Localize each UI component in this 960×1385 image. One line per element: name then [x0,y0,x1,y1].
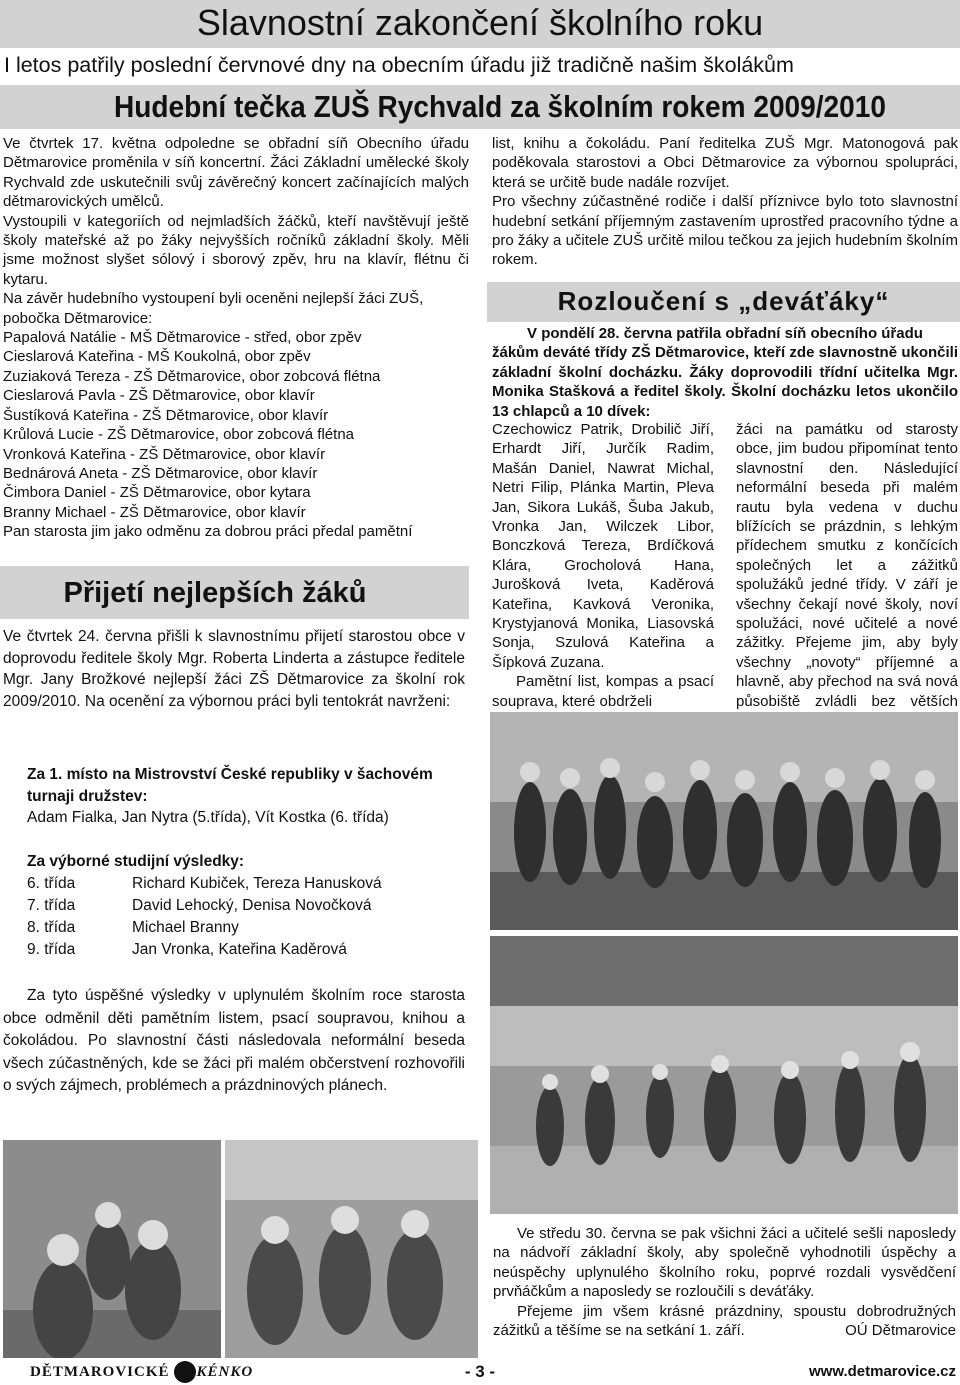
ninth-intro-bold: žákům deváté třídy ZŠ Dětmarovice, kteří zde slavnostně ukončili základní školní docházku. Žáky doprovodili třídní učitelka Mgr. Monika Stašková a ředitel školy. Školní docházku letos ukončilo 13 chlapců a 10 dívek: [492,344,958,420]
zus-paragraph-2: Vystoupili v kategoriích od nejmladších žáčků, kteří navštěvují ještě školy mateřské až po žáky nejvyšších ročníků základní školy. Měli jsme možnost slyšet sólový i sborový zpěv, hru na klavír, flétnu či kytaru. [3,212,469,288]
ninth-gifts-cont: žáci na památku od starosty obce, jim budou připomínat tento slavnostní den. Následující neformální beseda při malém rautu byla vedena v duchu blížících se prázdnin, s lehkým přídechem smutku z končících společných let a zážitků spolužáků jedné třídy. V září je všechny čekají nové školy, noví spolužáci, nové učitelé a nové zážitky. Přejeme jim, aby byly všechny „novoty“ příjemné a hlavně, aby přechod na svá nová působiště zvládli bez větších [736,421,958,710]
results-grade: 7. třída [27,897,76,914]
winner-item: Papalová Natálie - MŠ Dětmarovice - střed, obor zpěv [3,329,362,347]
best-paragraph-1: Ve čtvrtek 24. června přišli k slavnostnímu přijetí starostou obce v doprovodu ředitele školy Mgr. Roberta Linderta a zástupce ředitele Mgr. Jany Brožkové nejlepší žáci ZŠ Dětmarovice za školní rok 2009/2010. Na ocenění za výbornou práci byli tentokrát navrženi: [3,628,465,710]
zus-awards-intro: Na závěr hudebního vystoupení byli oceněni nejlepší žáci ZUŠ, pobočka Dětmarovice: [3,290,424,327]
section-title-best: Přijetí nejlepších žáků [63,577,367,609]
winner-item: Zuziaková Tereza - ZŠ Dětmarovice, obor zobcová flétna [3,367,381,385]
results-row [27,917,467,939]
photo-ceremony [225,1140,478,1358]
winner-item: Bednárová Aneta - ZŠ Dětmarovice, obor klavír [3,464,318,482]
footer-logo-text: DĚTMAROVICKÉ [30,1363,170,1380]
zus-continuation-text: list, knihu a čokoládu. Paní ředitelka ZUŠ Mgr. Matonogová pak poděkovala starostovi a Obci Dětmarovice za výbornou spolupráci, která se určitě bude nadále rozvíjet. [492,135,958,191]
ninth-besede-col [736,420,958,731]
winner-item: Čimbora Daniel - ZŠ Dětmarovice, obor kytara [3,484,311,502]
zus-paragraph-1: Ve čtvrtek 17. května odpoledne se obřadní síň Obecního úřadu Dětmarovice proměnila v síň koncertní. Žáci Základní umělecké školy Rychvald zde uskutečnili svůj závěrečný koncert začínajících malých dětmarovických umělců. [3,135,469,211]
chess-title: Za 1. místo na Mistrovství České republiky v šachovém turnaji družstev: [27,766,433,805]
results-grade: 8. třída [27,919,76,936]
results-names: David Lehocký, Denisa Novočková [132,897,372,914]
section-title-zus: Hudební tečka ZUŠ Rychvald za školním rokem 2009/2010 [114,90,886,124]
results-names: Richard Kubiček, Tereza Hanusková [132,875,382,892]
section-title-ninth: Rozloučení s „deváťáky“ [557,286,890,316]
winner-item: Vronková Kateřina - ZŠ Dětmarovice, obor klavír [3,445,326,463]
best-results [27,851,467,961]
footer-logo [30,1360,253,1384]
results-row [27,873,467,895]
results-row [27,895,467,917]
zus-winners-list [3,328,469,522]
ninth-intro-plain: V pondělí 28. června patřila obřadní síň obecního úřadu [527,325,923,342]
ninth-gifts: Pamětní list, kompas a psací souprava, které obdrželi [492,673,714,710]
photo-graduates-group [490,712,958,930]
photo-schoolyard [490,936,958,1214]
ninth-names: Czechowicz Patrik, Drobilič Jiří, Erhardt Jiří, Jurčík Radim, Mašán Daniel, Nawrat Michal, Netri Filip, Plánka Martin, Pleva Jan, Sikora Lukáš, Šuba Jakub, Vronka Jan, Wilczek Libor, Bonczková Tereza, Brdíčková Klára, Grocholová Hana, Jurošková Iveta, Kaděrová Kateřina, Kavková Veronika, Krystyjanová Monika, Liasovská Sonja, Szulová Kateřina a Šípková Zuzana. [492,421,714,671]
page-title: Slavnostní zakončení školního roku [196,2,764,43]
logo-o-icon [174,1361,196,1383]
ninth-names-col [492,420,714,711]
best-chess [27,764,467,829]
best-intro [3,626,465,712]
wishes-paragraph [493,1302,956,1341]
zus-closing: Pan starosta jim jako odměnu za dobrou práci předal pamětní [3,523,413,541]
results-names: Michael Branny [132,919,239,936]
signature: OÚ Dětmarovice [845,1322,956,1340]
footer-url: www.detmarovice.cz [809,1363,956,1380]
results-grade: 9. třída [27,941,76,958]
zus-paragraph-3: Pro všechny zúčastněné rodiče i další příznivce bylo toto slavnostní hudební setkání příjemným zastavením uprostřed pracovního týdne a pro žáky a učitele ZUŠ určitě milou tečkou za jejich hudebním školním rokem. [492,193,958,269]
photo-best-students [3,1140,221,1358]
results-title: Za výborné studijní výsledky: [27,853,245,870]
zus-column [3,134,469,542]
last-day-block [493,1224,956,1340]
page-number: - 3 - [464,1362,496,1381]
winner-item: Branny Michael - ZŠ Dětmarovice, obor klavír [3,503,306,521]
ninth-intro [492,324,958,421]
winner-item: Cieslarová Pavla - ZŠ Dětmarovice, obor klavír [3,387,315,405]
footer-logo-text-2: KÉNKO [196,1363,254,1380]
last-day-paragraph: Ve středu 30. června se pak všichni žáci a učitelé sešli naposledy na nádvoří základní školy, aby společně vyhodnotili úspěchy a neúspěchy uplynulého školního roku, poprvé rozdali vysvědčení prvňáčkům a naposledy se rozloučili s deváťáky. [493,1225,956,1301]
winner-item: Šustíková Kateřina - ZŠ Dětmarovice, obor klavír [3,406,329,424]
winner-item: Cieslarová Kateřina - MŠ Koukolná, obor zpěv [3,348,311,366]
winner-item: Krůlová Lucie - ZŠ Dětmarovice, obor zobcová flétna [3,426,354,444]
zus-continuation [492,134,958,270]
chess-names: Adam Fialka, Jan Nytra (5.třída), Vít Kostka (6. třída) [27,809,389,826]
results-row [27,939,467,961]
page-subtitle: I letos patřily poslední červnové dny na obecním úřadu již tradičně našim školákům [4,53,794,77]
best-paragraph-2: Za tyto úspěšné výsledky v uplynulém školním roce starosta obce odměnil děti pamětním listem, psací soupravou, knihou a čokoládou. Po slavnostní části následovala neformální beseda všech zúčastněných, kde se žáci při malém občerstvení rozhovořili o svých zájmech, problémech a prázdninových plánech. [3,987,465,1094]
results-grade: 6. třída [27,875,76,892]
results-names: Jan Vronka, Kateřina Kaděrová [132,941,347,958]
wishes-text: Přejeme jim všem krásné prázdniny, spoustu dobrodružných zážitků a těšíme se na setkání 1. září. [493,1302,956,1340]
best-closing [3,985,465,1098]
